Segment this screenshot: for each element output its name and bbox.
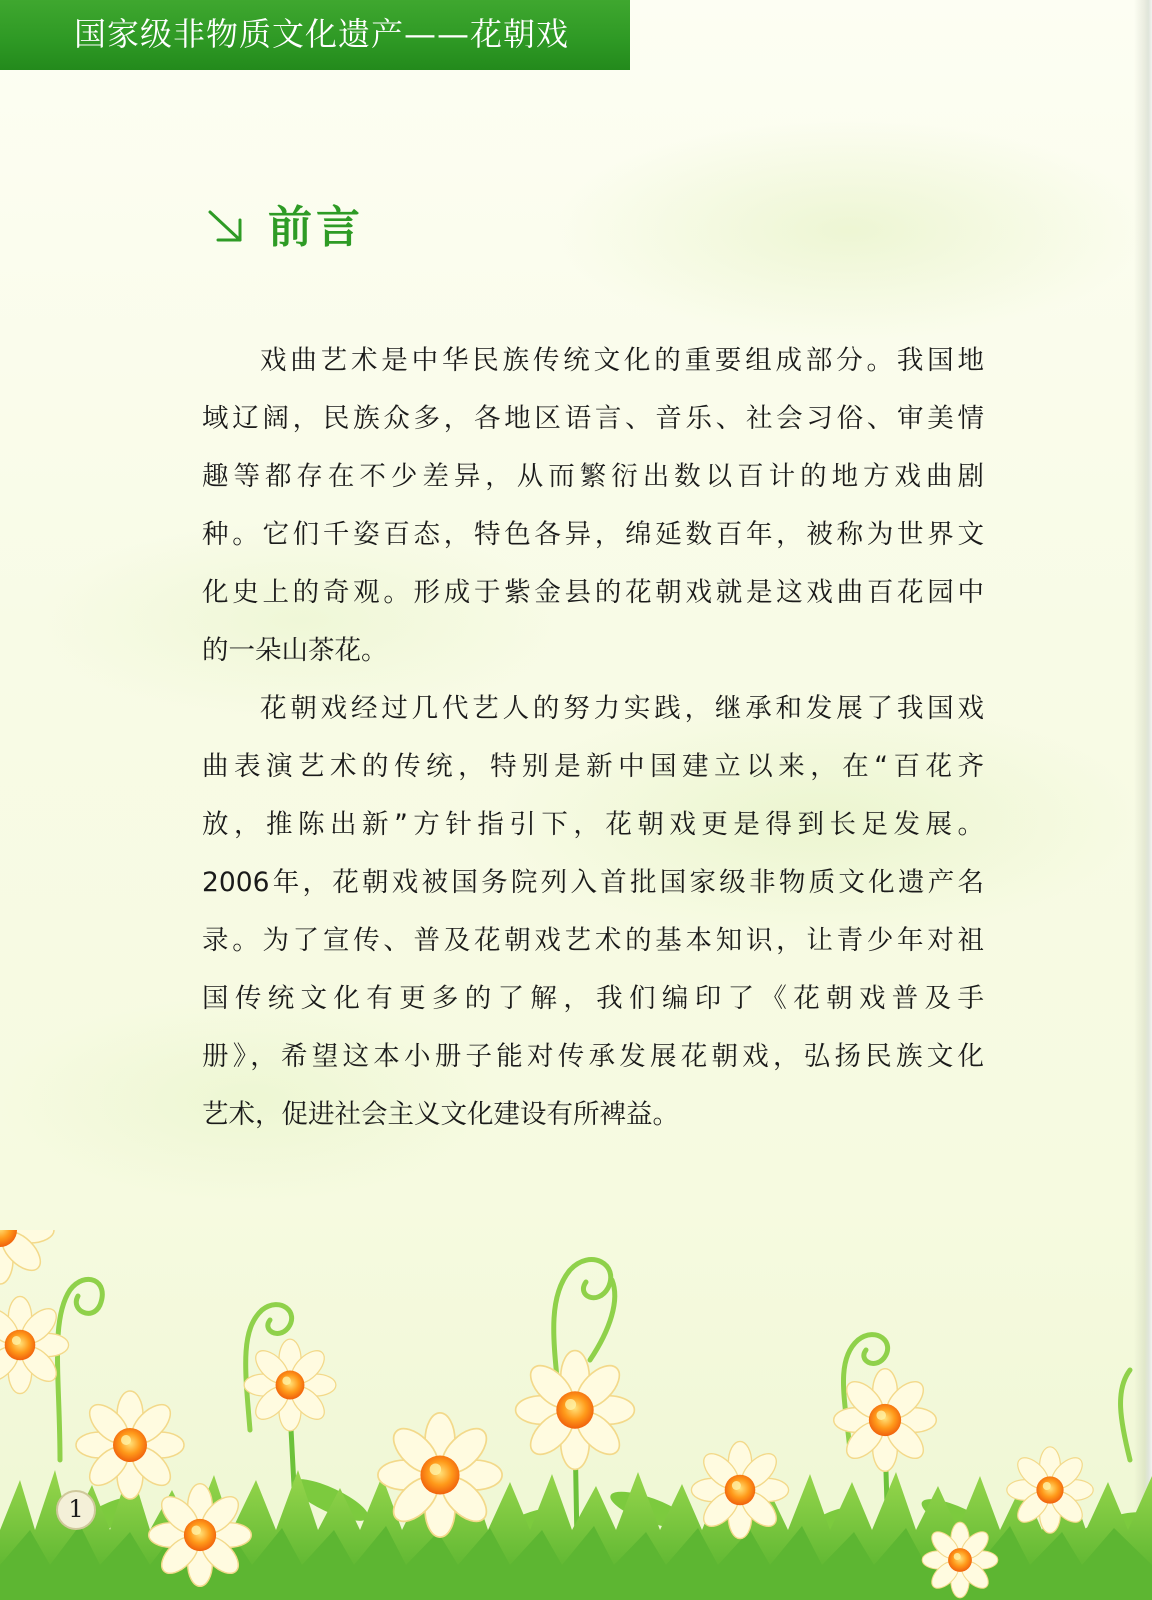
arrow-down-right-icon bbox=[204, 206, 248, 250]
text-line: 化史上的奇观。形成于紫金县的花朝戏就是这戏曲百花园中 bbox=[202, 577, 984, 608]
paragraph-2 bbox=[202, 680, 984, 1144]
header-title: 国家级非物质文化遗产——花朝戏 bbox=[74, 15, 570, 53]
section-heading: 前言 bbox=[268, 202, 364, 253]
page-number: 1 bbox=[56, 1490, 96, 1530]
text-line: 放，推陈出新”方针指引下，花朝戏更是得到长足发展。 bbox=[202, 809, 984, 840]
text-line: 2006年，花朝戏被国务院列入首批国家级非物质文化遗产名 bbox=[202, 867, 984, 898]
text-line: 的一朵山茶花。 bbox=[202, 635, 388, 666]
text-line: 册》，希望这本小册子能对传承发展花朝戏，弘扬民族文化 bbox=[202, 1041, 984, 1072]
text-line: 趣等都存在不少差异，从而繁衍出数以百计的地方戏曲剧 bbox=[202, 461, 984, 492]
text-line: 戏曲艺术是中华民族传统文化的重要组成部分。我国地 bbox=[260, 345, 984, 376]
text-line: 国传统文化有更多的了解，我们编印了《花朝戏普及手 bbox=[202, 983, 984, 1014]
text-line: 曲表演艺术的传统，特别是新中国建立以来，在“百花齐 bbox=[202, 751, 984, 782]
text-line: 艺术，促进社会主义文化建设有所裨益。 bbox=[202, 1099, 679, 1130]
text-line: 种。它们千姿百态，特色各异，绵延数百年，被称为世界文 bbox=[202, 519, 984, 550]
text-line: 域辽阔，民族众多，各地区语言、音乐、社会习俗、审美情 bbox=[202, 403, 984, 434]
text-line: 花朝戏经过几代艺人的努力实践，继承和发展了我国戏 bbox=[260, 693, 984, 724]
paragraph-1 bbox=[202, 332, 984, 680]
text-line: 录。为了宣传、普及花朝戏艺术的基本知识，让青少年对祖 bbox=[202, 925, 984, 956]
flowers-illustration bbox=[0, 1230, 1152, 1600]
header-band bbox=[0, 0, 630, 70]
body-text bbox=[202, 332, 984, 1144]
